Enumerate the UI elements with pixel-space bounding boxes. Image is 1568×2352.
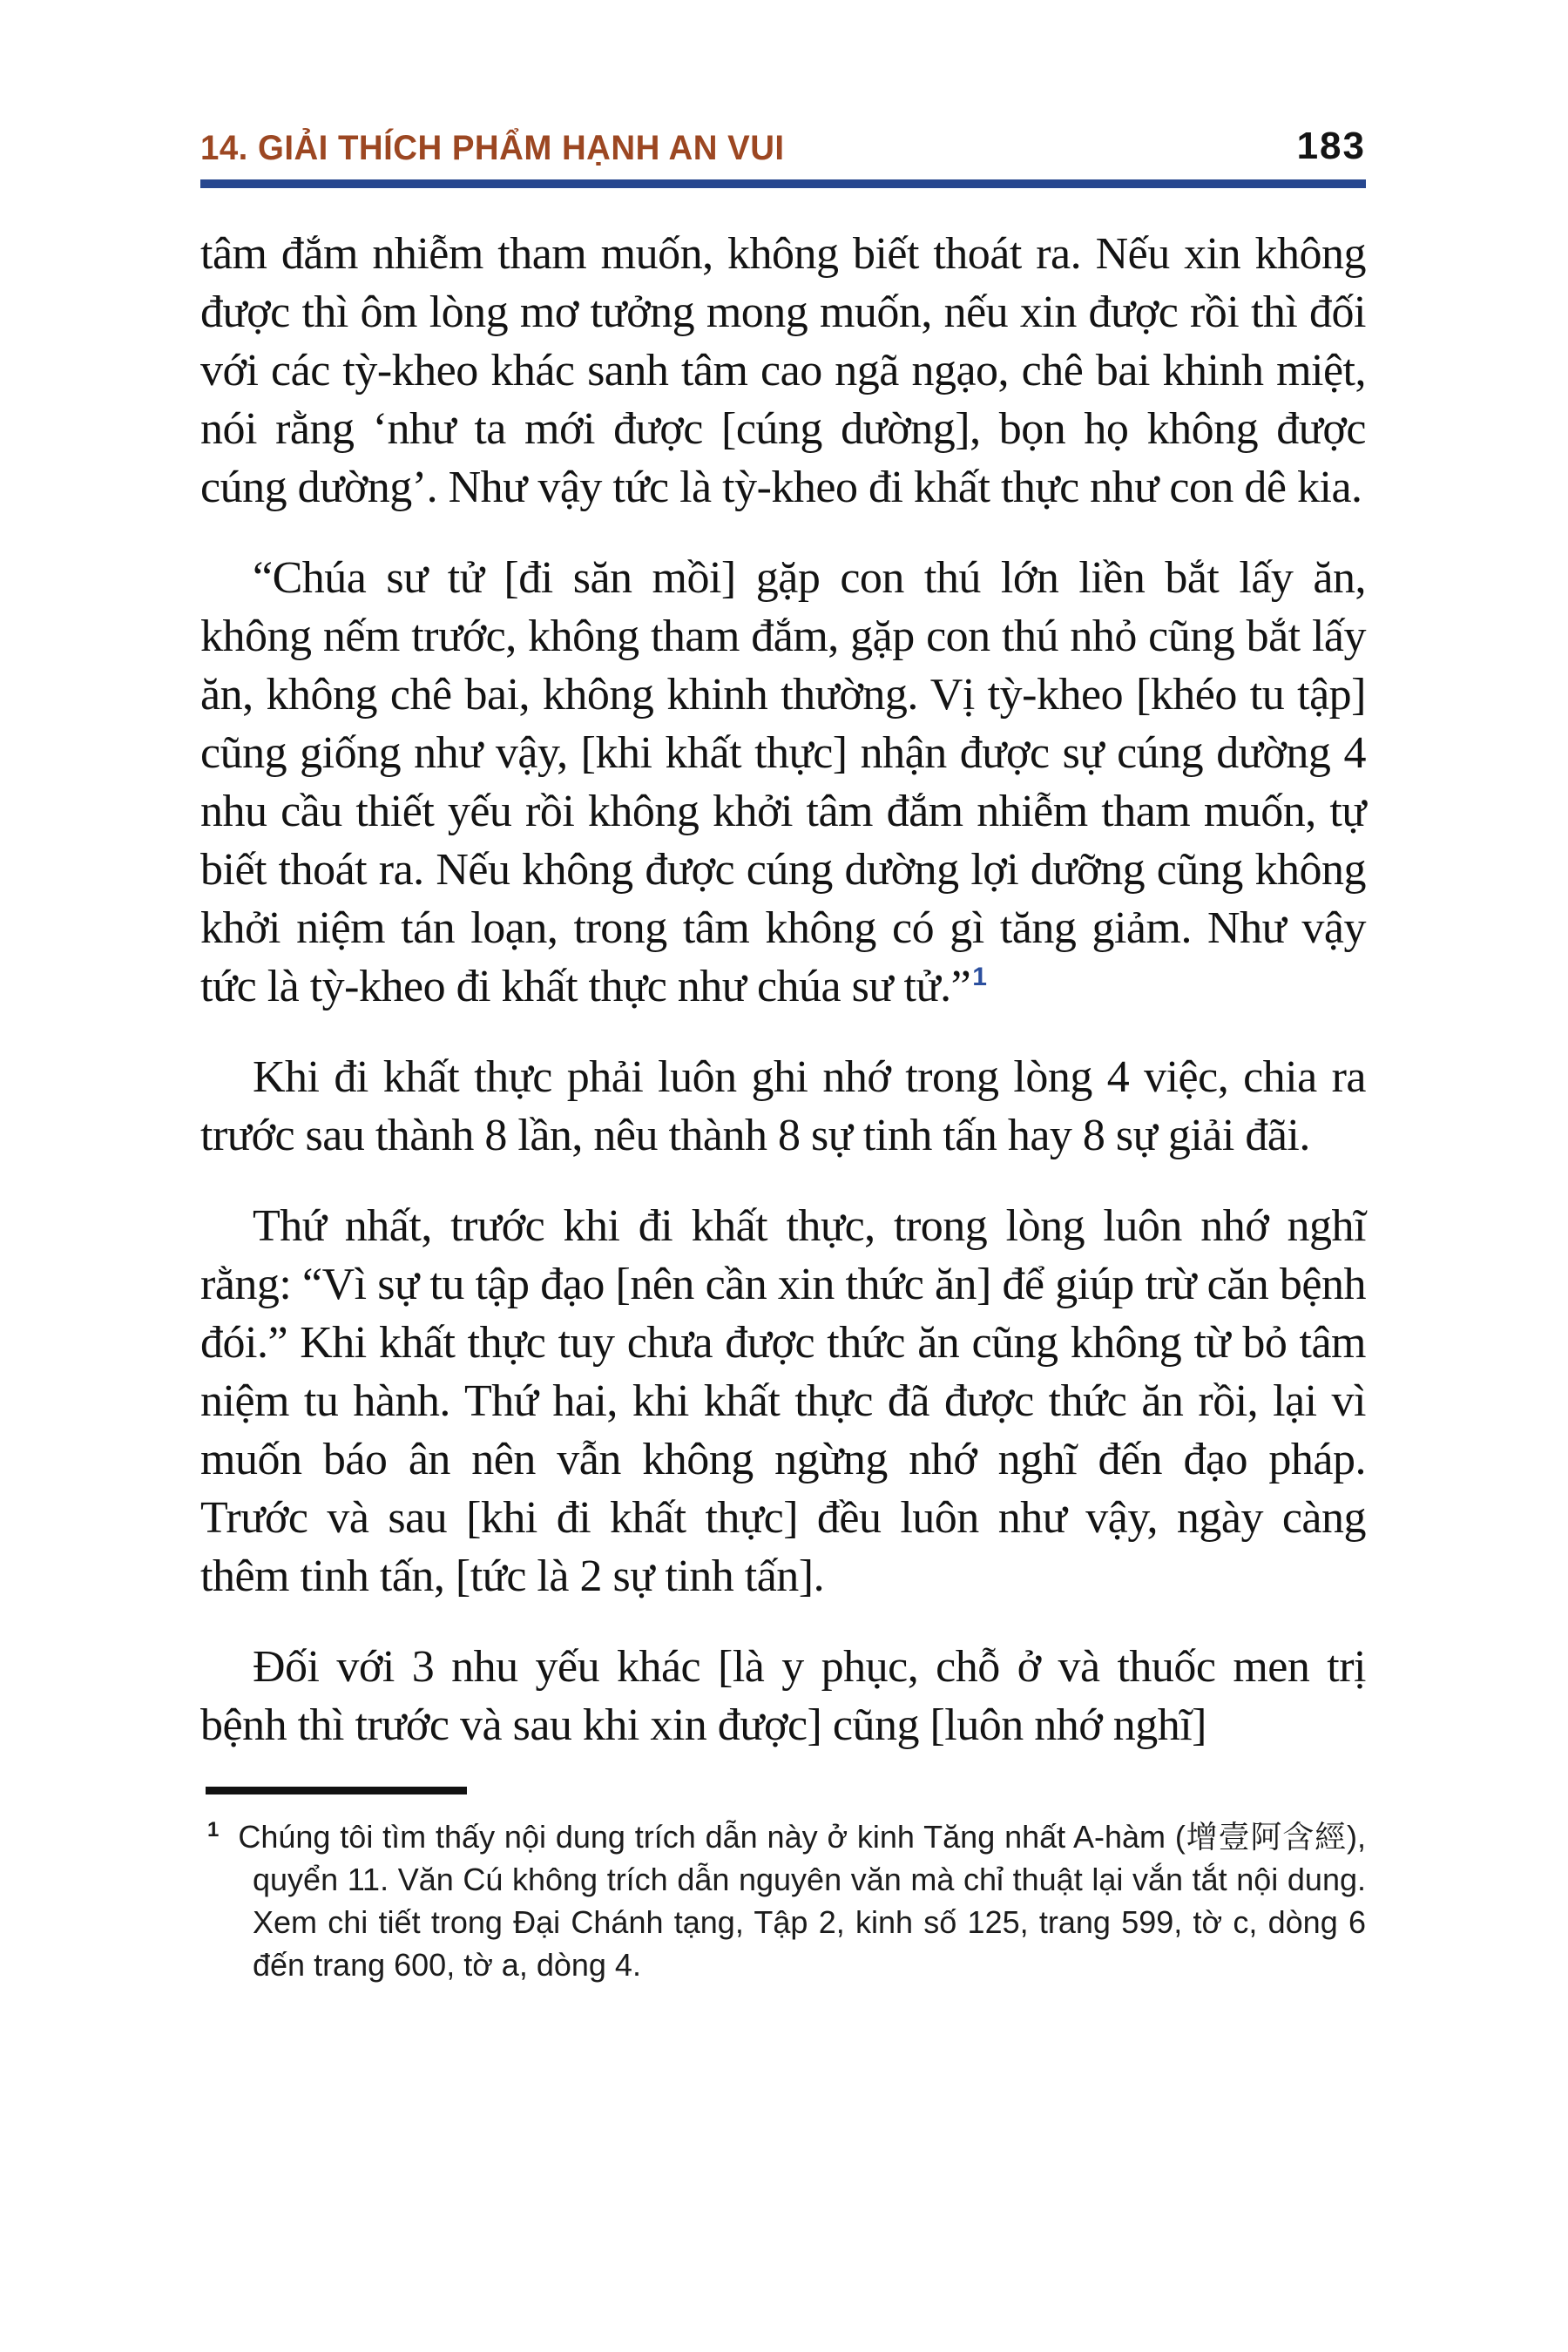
paragraph-text: Khi đi khất thực phải luôn ghi nhớ trong lòng 4 việc, chia ra trước sau thành 8 lần, nêu thành 8 sự tinh tấn hay 8 sự giải đãi. — [200, 1052, 1366, 1160]
paragraph — [200, 549, 1366, 1016]
paragraph — [200, 1197, 1366, 1605]
footnote-marker: 1 — [207, 1818, 220, 1842]
header-rule — [200, 179, 1366, 188]
chapter-title: 14. GIẢI THÍCH PHẨM HẠNH AN VUI — [200, 129, 785, 167]
footnote-separator — [206, 1787, 467, 1794]
page-header — [200, 127, 1366, 166]
paragraph-text: Đối với 3 nhu yếu khác [là y phục, chỗ ở và thuốc men trị bệnh thì trước và sau khi xin được] cũng [luôn nhớ nghĩ] — [200, 1642, 1366, 1750]
paragraph — [200, 1048, 1366, 1165]
footnote-section — [200, 1787, 1366, 1986]
paragraph-text: tâm đắm nhiễm tham muốn, không biết thoát ra. Nếu xin không được thì ôm lòng mơ tưởng mong muốn, nếu xin được rồi thì đối với các tỳ-kheo khác sanh tâm cao ngã ngạo, chê bai khinh miệt, nói rằng ‘như ta mới được [cúng dường], bọn họ không được cúng dường’. Như vậy tức là tỳ-kheo đi khất thực như con dê kia. — [200, 229, 1366, 512]
paragraph-text: “Chúa sư tử [đi săn mồi] gặp con thú lớn liền bắt lấy ăn, không nếm trước, không tham đắm, gặp con thú nhỏ cũng bắt lấy ăn, không chê bai, không khinh thường. Vị tỳ-kheo [khéo tu tập] cũng giống như vậy, [khi khất thực] nhận được sự cúng dường 4 nhu cầu thiết yếu rồi không khởi tâm đắm nhiễm tham muốn, tự biết thoát ra. Nếu không được cúng dường lợi dưỡng cũng không khởi niệm tán loạn, trong tâm không có gì tăng giảm. Như vậy tức là tỳ-kheo đi khất thực như chúa sư tử.” — [200, 553, 1366, 1011]
paragraph — [200, 1638, 1366, 1754]
body-text — [200, 225, 1366, 1754]
text-column — [200, 0, 1366, 1986]
page-number: 183 — [1296, 125, 1366, 167]
footnote-text: Chúng tôi tìm thấy nội dung trích dẫn này ở kinh Tăng nhất A-hàm (增壹阿含經), quyển 11. Văn Cú không trích dẫn nguyên văn mà chỉ thuật lại vắn tắt nội dung. Xem chi tiết trong Đại Chánh tạng, Tập 2, kinh số 125, trang 599, tờ c, dòng 6 đến trang 600, tờ a, dòng 4. — [238, 1819, 1366, 1983]
footnote — [207, 1815, 1366, 1986]
footnote-ref: 1 — [972, 962, 987, 991]
paragraph — [200, 225, 1366, 517]
paragraph-text: Thứ nhất, trước khi đi khất thực, trong lòng luôn nhớ nghĩ rằng: “Vì sự tu tập đạo [nên cần xin thức ăn] để giúp trừ căn bệnh đói.” Khi khất thực tuy chưa được thức ăn cũng không từ bỏ tâm niệm tu hành. Thứ hai, khi khất thực đã được thức ăn rồi, lại vì muốn báo ân nên vẫn không ngừng nhớ nghĩ đến đạo pháp. Trước và sau [khi đi khất thực] đều luôn như vậy, ngày càng thêm tinh tấn, [tức là 2 sự tinh tấn]. — [200, 1201, 1366, 1601]
